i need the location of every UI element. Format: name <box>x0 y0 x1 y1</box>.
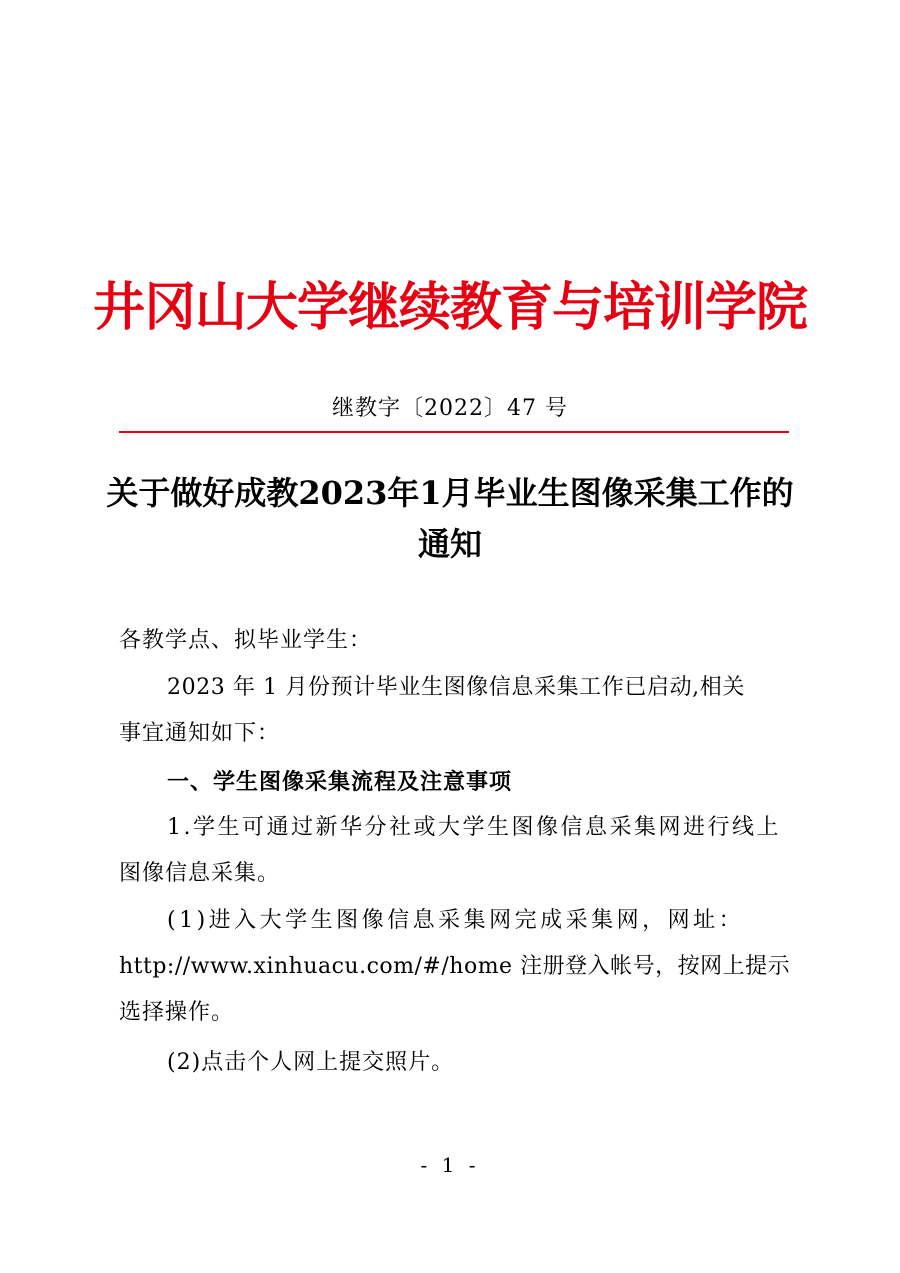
notice-title: 关于做好成教2023年1月毕业生图像采集工作的通知 <box>106 474 794 563</box>
list-item-1-line-1: 1.学生可通过新华分社或大学生图像信息采集网进行线上 <box>167 815 781 840</box>
sub-item-2: (2)点击个人网上提交照片。 <box>167 1050 455 1075</box>
organization-title: 井冈山大学继续教育与培训学院 <box>92 278 807 338</box>
intro-line-2: 事宜通知如下： <box>119 721 281 746</box>
red-divider-line <box>119 431 789 433</box>
list-item-1-line-2: 图像信息采集。 <box>119 861 281 886</box>
sub-item-1 <box>119 898 789 1036</box>
intro-line-1: 2023 年 1 月份预计毕业生图像信息采集工作已启动,相关 <box>167 675 745 700</box>
salutation: 各教学点、拟毕业学生： <box>119 628 373 653</box>
document-number: 继教字〔2022〕47 号 <box>332 396 568 421</box>
section-heading: 一、学生图像采集流程及注意事项 <box>167 770 513 795</box>
intro-paragraph <box>119 665 789 757</box>
sub-item-1-url-line: http://www.xinhuacu.com/#/home 注册登入帐号，按网上提示 <box>119 954 791 979</box>
page-number: - 1 - <box>420 1153 480 1177</box>
list-item-1 <box>119 805 789 897</box>
sub-item-1-line-3: 选择操作。 <box>119 1000 235 1025</box>
sub-item-1-line-1: (1)进入大学生图像信息采集网完成采集网，网址： <box>167 908 745 933</box>
